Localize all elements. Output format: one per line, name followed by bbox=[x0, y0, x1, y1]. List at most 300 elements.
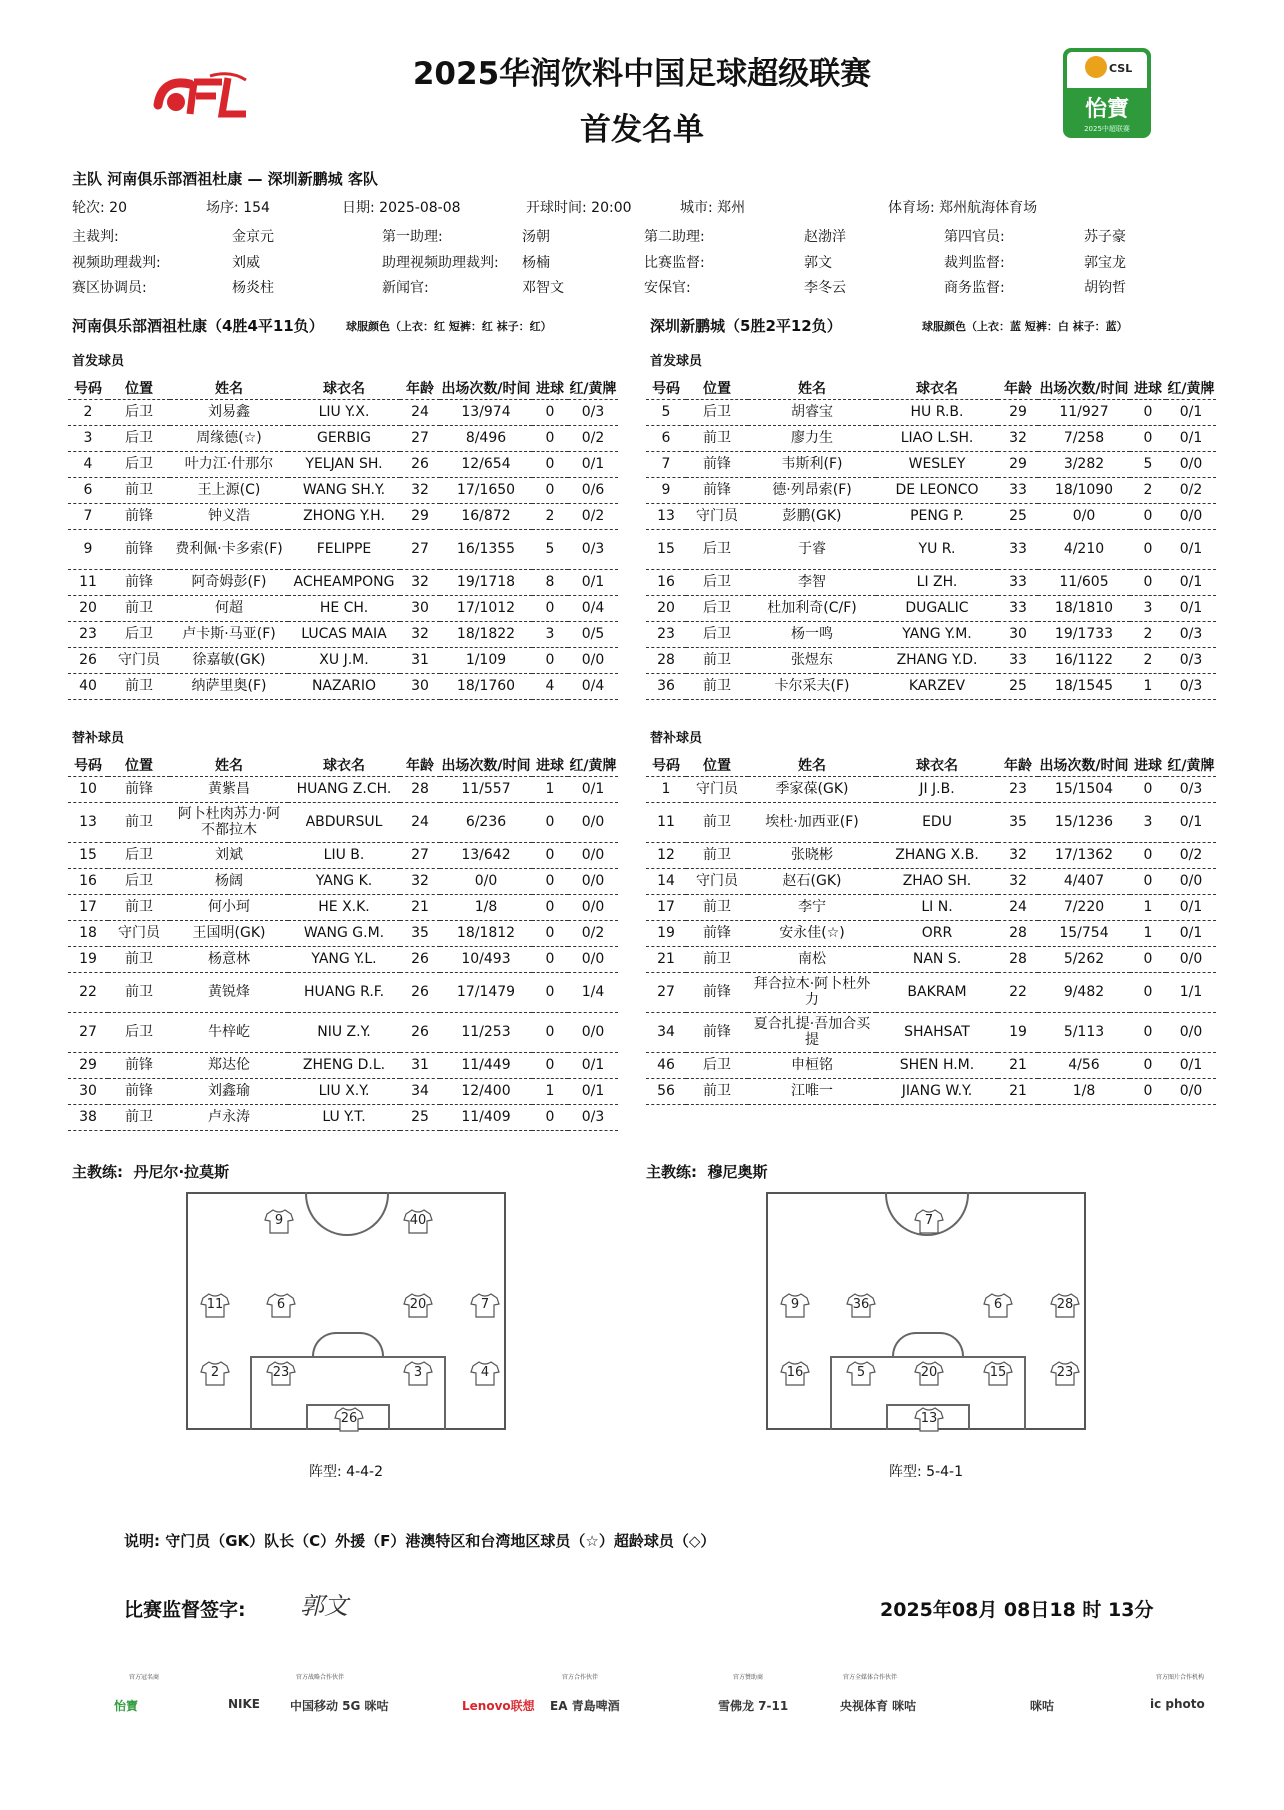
player-cell: 4 bbox=[68, 451, 108, 477]
player-cell: 前卫 bbox=[108, 595, 170, 621]
shirt-number: 7 bbox=[480, 1297, 490, 1312]
player-cell: 0/0 bbox=[568, 868, 618, 894]
player-cell: 2 bbox=[532, 503, 568, 529]
player-cell: 0/0 bbox=[568, 647, 618, 673]
player-cell: 17/1362 bbox=[1038, 842, 1130, 868]
player-cell: 南松 bbox=[748, 946, 876, 972]
player-cell: 7/258 bbox=[1038, 425, 1130, 451]
player-cell: 杨一鸣 bbox=[748, 621, 876, 647]
player-cell: 后卫 bbox=[108, 842, 170, 868]
player-cell: DUGALIC bbox=[876, 595, 998, 621]
player-cell: 刘易鑫 bbox=[170, 399, 288, 425]
sponsor-caption: 官方图片合作机构 bbox=[1155, 1674, 1204, 1681]
column-header: 出场次数/时间 bbox=[441, 380, 531, 397]
shirt-number: 20 bbox=[409, 1297, 427, 1312]
sponsor-caption: 官方合作伙伴 bbox=[561, 1674, 598, 1681]
player-cell: 0/2 bbox=[1166, 477, 1216, 503]
player-cell: 26 bbox=[400, 946, 440, 972]
player-cell: 31 bbox=[400, 647, 440, 673]
player-cell: EDU bbox=[876, 802, 998, 842]
player-cell: 0/2 bbox=[568, 503, 618, 529]
player-cell: 前锋 bbox=[686, 477, 748, 503]
player-cell: ZHANG X.B. bbox=[876, 842, 998, 868]
player-cell: JI J.B. bbox=[876, 776, 998, 802]
player-cell: 5/113 bbox=[1038, 1012, 1130, 1052]
player-cell: 16 bbox=[646, 569, 686, 595]
away-formation-label: 阵型: 5-4-1 bbox=[889, 1464, 963, 1480]
player-row bbox=[646, 621, 1216, 647]
player-cell: 17/1479 bbox=[440, 972, 532, 1012]
player-cell: 0/0 bbox=[568, 842, 618, 868]
player-row bbox=[646, 894, 1216, 920]
player-cell: 26 bbox=[400, 451, 440, 477]
player-cell: 0/0 bbox=[1166, 1012, 1216, 1052]
sponsor-caption: 官方战略合作伙伴 bbox=[295, 1674, 344, 1681]
player-cell: 18/1822 bbox=[440, 621, 532, 647]
page-subtitle: 首发名单 bbox=[580, 112, 704, 148]
player-shirt-icon bbox=[403, 1208, 433, 1234]
player-row bbox=[68, 595, 618, 621]
player-cell: ZHENG D.L. bbox=[288, 1052, 400, 1078]
home-formation-pitch bbox=[186, 1192, 506, 1430]
player-cell: 9 bbox=[68, 529, 108, 569]
player-cell: HUANG R.F. bbox=[288, 972, 400, 1012]
sponsor-logo: 雪佛龙 7-11 bbox=[718, 1699, 789, 1713]
shirt-number: 4 bbox=[480, 1365, 490, 1380]
player-cell: 14 bbox=[646, 868, 686, 894]
official-label: 主裁判: bbox=[72, 229, 119, 245]
player-cell: 前卫 bbox=[108, 802, 170, 842]
player-cell: 0 bbox=[1130, 972, 1166, 1012]
player-cell: 1 bbox=[1130, 673, 1166, 699]
shirt-number: 23 bbox=[1056, 1365, 1074, 1380]
player-cell: 0/4 bbox=[568, 673, 618, 699]
shirt-number: 7 bbox=[924, 1213, 934, 1228]
player-cell: 28 bbox=[646, 647, 686, 673]
player-cell: 1 bbox=[1130, 920, 1166, 946]
player-cell: 25 bbox=[998, 503, 1038, 529]
player-cell: 何超 bbox=[170, 595, 288, 621]
player-cell: 46 bbox=[646, 1052, 686, 1078]
official-label: 比赛监督: bbox=[644, 255, 705, 271]
player-cell: 1 bbox=[532, 776, 568, 802]
player-cell: 9 bbox=[646, 477, 686, 503]
home-kit-colors: 球服颜色（上衣：红 短裤：红 袜子：红） bbox=[346, 320, 552, 333]
column-header: 位置 bbox=[703, 380, 731, 397]
shirt-number: 36 bbox=[852, 1297, 870, 1312]
shirt-number: 2 bbox=[210, 1365, 220, 1380]
player-cell: 18/1090 bbox=[1038, 477, 1130, 503]
official-value: 刘威 bbox=[232, 255, 260, 271]
player-cell: 0 bbox=[1130, 425, 1166, 451]
player-cell: 32 bbox=[400, 621, 440, 647]
player-cell: 1/4 bbox=[568, 972, 618, 1012]
player-cell: YANG Y.L. bbox=[288, 946, 400, 972]
player-cell: 18/1760 bbox=[440, 673, 532, 699]
away-kit-colors: 球服颜色（上衣：蓝 短裤：白 袜子：蓝） bbox=[922, 320, 1128, 333]
player-cell: 29 bbox=[68, 1052, 108, 1078]
player-cell: 季家葆(GK) bbox=[748, 776, 876, 802]
player-cell: 0/2 bbox=[1166, 842, 1216, 868]
player-cell: 0/1 bbox=[1166, 1052, 1216, 1078]
shirt-number: 23 bbox=[272, 1365, 290, 1380]
player-cell: 21 bbox=[998, 1052, 1038, 1078]
match-title: 主队 河南俱乐部酒祖杜康 — 深圳新鹏城 客队 bbox=[72, 170, 378, 188]
player-row bbox=[646, 399, 1216, 425]
player-cell: 2 bbox=[1130, 647, 1166, 673]
player-cell: 33 bbox=[998, 595, 1038, 621]
player-cell: 后卫 bbox=[686, 569, 748, 595]
official-value: 金京元 bbox=[232, 229, 274, 245]
player-cell: 28 bbox=[998, 920, 1038, 946]
player-row bbox=[646, 595, 1216, 621]
player-cell: 26 bbox=[400, 1012, 440, 1052]
player-cell: 27 bbox=[400, 425, 440, 451]
player-cell: 张晓彬 bbox=[748, 842, 876, 868]
column-header: 年龄 bbox=[1004, 380, 1032, 397]
player-cell: 0/0 bbox=[568, 802, 618, 842]
player-cell: LUCAS MAIA bbox=[288, 621, 400, 647]
player-cell: 杨意林 bbox=[170, 946, 288, 972]
player-cell: 0 bbox=[1130, 776, 1166, 802]
shirt-number: 9 bbox=[790, 1297, 800, 1312]
away-subs-label: 替补球员 bbox=[650, 731, 703, 746]
player-cell: 56 bbox=[646, 1078, 686, 1104]
player-shirt-icon bbox=[266, 1360, 296, 1386]
player-cell: 5 bbox=[532, 529, 568, 569]
player-shirt-icon bbox=[200, 1292, 230, 1318]
player-cell: DE LEONCO bbox=[876, 477, 998, 503]
player-cell: 后卫 bbox=[686, 595, 748, 621]
player-cell: 0 bbox=[532, 920, 568, 946]
player-shirt-icon bbox=[470, 1360, 500, 1386]
player-cell: 30 bbox=[400, 673, 440, 699]
player-cell: 前卫 bbox=[686, 842, 748, 868]
player-cell: 前卫 bbox=[108, 972, 170, 1012]
shirt-number: 6 bbox=[276, 1297, 286, 1312]
player-cell: 0 bbox=[532, 894, 568, 920]
official-label: 视频助理裁判: bbox=[72, 255, 161, 271]
player-cell: 2 bbox=[68, 399, 108, 425]
player-cell: 夏合扎提·吾加合买提 bbox=[748, 1012, 876, 1052]
player-shirt-icon bbox=[200, 1360, 230, 1386]
player-cell: LI N. bbox=[876, 894, 998, 920]
player-cell: 后卫 bbox=[686, 1052, 748, 1078]
player-cell: 0/3 bbox=[1166, 776, 1216, 802]
column-header: 年龄 bbox=[1004, 757, 1032, 774]
sponsor-logo: EA 青島啤酒 bbox=[550, 1699, 620, 1713]
official-value: 杨炎柱 bbox=[232, 280, 274, 296]
away-formation-pitch bbox=[766, 1192, 1086, 1430]
player-cell: 徐嘉敏(GK) bbox=[170, 647, 288, 673]
sponsor-logo: 央视体育 咪咕 bbox=[840, 1699, 917, 1713]
player-cell: HU R.B. bbox=[876, 399, 998, 425]
away-starting-label: 首发球员 bbox=[650, 354, 703, 369]
column-header: 出场次数/时间 bbox=[1039, 757, 1129, 774]
column-header: 号码 bbox=[652, 757, 680, 774]
player-cell: 赵石(GK) bbox=[748, 868, 876, 894]
player-row bbox=[646, 1052, 1216, 1078]
column-header: 进球 bbox=[536, 380, 564, 397]
player-shirt-icon bbox=[914, 1406, 944, 1432]
player-cell: 0 bbox=[532, 946, 568, 972]
player-cell: 1/109 bbox=[440, 647, 532, 673]
player-cell: 0 bbox=[532, 972, 568, 1012]
player-cell: ABDURSUL bbox=[288, 802, 400, 842]
player-shirt-icon bbox=[846, 1292, 876, 1318]
player-cell: 26 bbox=[68, 647, 108, 673]
player-cell: 38 bbox=[68, 1104, 108, 1130]
player-cell: 31 bbox=[400, 1052, 440, 1078]
player-cell: 12/654 bbox=[440, 451, 532, 477]
player-cell: 7/220 bbox=[1038, 894, 1130, 920]
player-cell: ORR bbox=[876, 920, 998, 946]
player-cell: 江唯一 bbox=[748, 1078, 876, 1104]
player-cell: 5 bbox=[1130, 451, 1166, 477]
player-cell: 0 bbox=[1130, 868, 1166, 894]
player-cell: 1 bbox=[646, 776, 686, 802]
player-cell: 3 bbox=[68, 425, 108, 451]
player-row bbox=[68, 894, 618, 920]
player-shirt-icon bbox=[264, 1208, 294, 1234]
sponsor-logo: ic photo bbox=[1150, 1697, 1205, 1711]
player-cell: 彭鹏(GK) bbox=[748, 503, 876, 529]
player-row bbox=[646, 569, 1216, 595]
player-cell: 后卫 bbox=[108, 621, 170, 647]
player-cell: 0 bbox=[532, 425, 568, 451]
player-row bbox=[68, 647, 618, 673]
player-cell: 钟义浩 bbox=[170, 503, 288, 529]
player-cell: 埃杜·加西亚(F) bbox=[748, 802, 876, 842]
player-cell: 32 bbox=[400, 868, 440, 894]
player-cell: 1/8 bbox=[440, 894, 532, 920]
player-cell: 28 bbox=[998, 946, 1038, 972]
player-cell: 18/1812 bbox=[440, 920, 532, 946]
column-header: 姓名 bbox=[798, 757, 826, 774]
player-cell: YU R. bbox=[876, 529, 998, 569]
column-header: 年龄 bbox=[406, 380, 434, 397]
home-coach-name: 丹尼尔·拉莫斯 bbox=[133, 1163, 230, 1181]
official-value: 苏子豪 bbox=[1084, 229, 1126, 245]
player-row bbox=[68, 569, 618, 595]
player-cell: 12 bbox=[646, 842, 686, 868]
player-row bbox=[646, 1078, 1216, 1104]
column-header: 姓名 bbox=[798, 380, 826, 397]
player-row bbox=[68, 1078, 618, 1104]
player-shirt-icon bbox=[846, 1360, 876, 1386]
player-cell: 24 bbox=[400, 399, 440, 425]
player-row bbox=[646, 647, 1216, 673]
player-cell: 拜合拉木·阿卜杜外力 bbox=[748, 972, 876, 1012]
player-cell: 13 bbox=[646, 503, 686, 529]
player-cell: 前卫 bbox=[686, 647, 748, 673]
player-cell: 周缘德(☆) bbox=[170, 425, 288, 451]
player-cell: 0/1 bbox=[568, 451, 618, 477]
player-row bbox=[646, 529, 1216, 569]
player-cell: 0 bbox=[532, 802, 568, 842]
player-cell: 21 bbox=[400, 894, 440, 920]
player-cell: 11/409 bbox=[440, 1104, 532, 1130]
home-team-name: 河南俱乐部酒祖杜康（4胜4平11负） bbox=[72, 317, 324, 335]
player-cell: 8/496 bbox=[440, 425, 532, 451]
shirt-number: 20 bbox=[920, 1365, 938, 1380]
official-label: 赛区协调员: bbox=[72, 280, 147, 296]
player-cell: 4/56 bbox=[1038, 1052, 1130, 1078]
player-cell: 黄紫昌 bbox=[170, 776, 288, 802]
player-cell: 守门员 bbox=[686, 503, 748, 529]
player-row bbox=[68, 868, 618, 894]
shirt-number: 11 bbox=[206, 1297, 224, 1312]
player-cell: ZHONG Y.H. bbox=[288, 503, 400, 529]
player-cell: 16/872 bbox=[440, 503, 532, 529]
player-cell: 叶力江·什那尔 bbox=[170, 451, 288, 477]
player-shirt-icon bbox=[914, 1208, 944, 1234]
player-cell: 3/282 bbox=[1038, 451, 1130, 477]
shirt-number: 16 bbox=[786, 1365, 804, 1380]
player-cell: XU J.M. bbox=[288, 647, 400, 673]
player-cell: 0/0 bbox=[440, 868, 532, 894]
player-cell: 0/0 bbox=[568, 1012, 618, 1052]
player-cell: 0/3 bbox=[1166, 673, 1216, 699]
away-coach-name: 穆尼奥斯 bbox=[707, 1163, 768, 1181]
player-cell: 32 bbox=[998, 868, 1038, 894]
player-cell: 10 bbox=[68, 776, 108, 802]
home-coach: 主教练: 丹尼尔·拉莫斯 bbox=[72, 1163, 230, 1181]
column-header: 号码 bbox=[74, 757, 102, 774]
player-cell: 0 bbox=[532, 595, 568, 621]
sponsor-caption: 官方赞助商 bbox=[732, 1674, 763, 1681]
player-cell: 0/1 bbox=[568, 1078, 618, 1104]
player-cell: 0/3 bbox=[568, 1104, 618, 1130]
shirt-number: 13 bbox=[920, 1411, 938, 1426]
official-value: 郭文 bbox=[804, 255, 832, 271]
away-team-name: 深圳新鹏城（5胜2平12负） bbox=[650, 317, 842, 335]
column-header: 红/黄牌 bbox=[1167, 757, 1215, 774]
player-row bbox=[68, 842, 618, 868]
player-cell: 16 bbox=[68, 868, 108, 894]
shirt-number: 9 bbox=[274, 1213, 284, 1228]
player-cell: 13 bbox=[68, 802, 108, 842]
player-cell: 20 bbox=[68, 595, 108, 621]
player-cell: 15/1504 bbox=[1038, 776, 1130, 802]
player-row bbox=[646, 503, 1216, 529]
player-cell: 韦斯利(F) bbox=[748, 451, 876, 477]
player-cell: 0/6 bbox=[568, 477, 618, 503]
player-cell: 何小珂 bbox=[170, 894, 288, 920]
player-cell: YANG Y.M. bbox=[876, 621, 998, 647]
player-cell: 40 bbox=[68, 673, 108, 699]
player-cell: 17/1650 bbox=[440, 477, 532, 503]
player-cell: 10/493 bbox=[440, 946, 532, 972]
player-cell: 0 bbox=[1130, 503, 1166, 529]
player-cell: 29 bbox=[998, 399, 1038, 425]
player-cell: 11/557 bbox=[440, 776, 532, 802]
player-row bbox=[68, 1012, 618, 1052]
player-cell: 后卫 bbox=[686, 621, 748, 647]
player-cell: 11 bbox=[646, 802, 686, 842]
signature-date: 2025年08月 08日18 时 13分 bbox=[880, 1599, 1154, 1621]
player-cell: KARZEV bbox=[876, 673, 998, 699]
player-cell: 24 bbox=[998, 894, 1038, 920]
player-cell: 19 bbox=[998, 1012, 1038, 1052]
player-cell: 前卫 bbox=[108, 673, 170, 699]
column-header: 红/黄牌 bbox=[569, 757, 617, 774]
player-row bbox=[68, 451, 618, 477]
player-cell: 5/262 bbox=[1038, 946, 1130, 972]
player-cell: 0/1 bbox=[1166, 802, 1216, 842]
shirt-number: 15 bbox=[989, 1365, 1007, 1380]
player-cell: LIU Y.X. bbox=[288, 399, 400, 425]
player-cell: 0/1 bbox=[1166, 569, 1216, 595]
player-row bbox=[646, 802, 1216, 842]
player-shirt-icon bbox=[1050, 1360, 1080, 1386]
column-header: 位置 bbox=[703, 757, 731, 774]
player-shirt-icon bbox=[266, 1292, 296, 1318]
player-cell: 29 bbox=[998, 451, 1038, 477]
player-cell: 30 bbox=[68, 1078, 108, 1104]
player-row bbox=[646, 842, 1216, 868]
handwritten-signature: 郭文 bbox=[300, 1592, 348, 1620]
player-cell: 0/4 bbox=[568, 595, 618, 621]
player-cell: JIANG W.Y. bbox=[876, 1078, 998, 1104]
player-cell: 15 bbox=[68, 842, 108, 868]
player-cell: 36 bbox=[646, 673, 686, 699]
player-cell: 0 bbox=[532, 868, 568, 894]
away-coach: 主教练: 穆尼奥斯 bbox=[646, 1163, 768, 1181]
player-cell: 11 bbox=[68, 569, 108, 595]
player-row bbox=[646, 673, 1216, 699]
player-cell: 前锋 bbox=[108, 1078, 170, 1104]
player-row bbox=[646, 451, 1216, 477]
player-cell: 安永佳(☆) bbox=[748, 920, 876, 946]
column-header: 球衣名 bbox=[323, 757, 365, 774]
player-cell: 李智 bbox=[748, 569, 876, 595]
info-kickoff: 开球时间: 20:00 bbox=[526, 200, 632, 216]
player-shirt-icon bbox=[983, 1292, 1013, 1318]
player-cell: 24 bbox=[400, 802, 440, 842]
player-cell: 0 bbox=[1130, 569, 1166, 595]
player-cell: 28 bbox=[400, 776, 440, 802]
player-cell: 前锋 bbox=[108, 503, 170, 529]
player-row bbox=[68, 425, 618, 451]
player-cell: 前锋 bbox=[686, 451, 748, 477]
player-cell: 0 bbox=[1130, 946, 1166, 972]
player-cell: 0/3 bbox=[1166, 621, 1216, 647]
player-cell: 后卫 bbox=[108, 451, 170, 477]
player-shirt-icon bbox=[983, 1360, 1013, 1386]
player-cell: 0 bbox=[532, 1012, 568, 1052]
player-cell: NAZARIO bbox=[288, 673, 400, 699]
player-row bbox=[68, 972, 618, 1012]
player-cell: 胡睿宝 bbox=[748, 399, 876, 425]
player-cell: 0/1 bbox=[1166, 399, 1216, 425]
player-cell: 郑达伦 bbox=[170, 1052, 288, 1078]
player-cell: 0/1 bbox=[1166, 894, 1216, 920]
player-cell: 33 bbox=[998, 569, 1038, 595]
column-header: 红/黄牌 bbox=[569, 380, 617, 397]
player-row bbox=[646, 972, 1216, 1012]
player-cell: 王国明(GK) bbox=[170, 920, 288, 946]
supervisor-signature-label: 比赛监督签字: bbox=[124, 1599, 246, 1621]
player-cell: LI ZH. bbox=[876, 569, 998, 595]
player-cell: 前卫 bbox=[686, 673, 748, 699]
player-cell: 22 bbox=[68, 972, 108, 1012]
page-title: 2025华润饮料中国足球超级联赛 bbox=[412, 56, 872, 92]
player-cell: 3 bbox=[1130, 802, 1166, 842]
player-row bbox=[646, 868, 1216, 894]
player-cell: 6 bbox=[68, 477, 108, 503]
player-cell: 32 bbox=[998, 425, 1038, 451]
